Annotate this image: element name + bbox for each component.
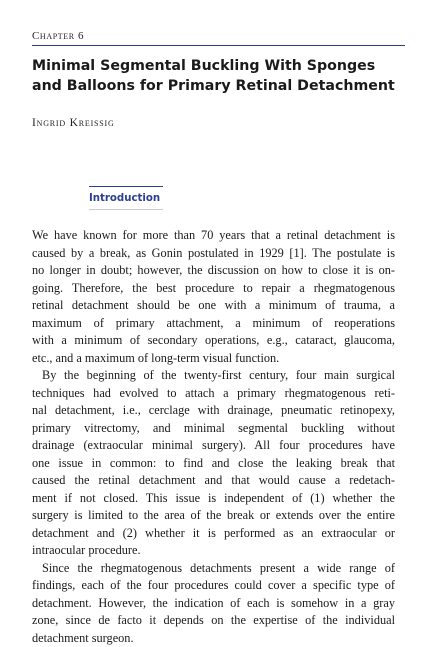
body-line: drainage (extraocular minimal surgery). All four procedures have <box>32 437 395 455</box>
chapter-rule <box>32 45 405 46</box>
body-line: detachment surgeon. <box>32 630 395 647</box>
body-line: By the beginning of the twenty-first century, four main surgical <box>32 367 395 385</box>
chapter-title <box>32 56 412 96</box>
chapter-title-line-2: and Balloons for Primary Retinal Detachment <box>32 76 412 96</box>
body-text <box>32 227 395 647</box>
body-line: caused the retinal detachment and that would cause a redetach- <box>32 472 395 490</box>
body-line: nal detachment, i.e., cerclage with drainage, pneumatic retinopexy, <box>32 402 395 420</box>
chapter-title-line-1: Minimal Segmental Buckling With Sponges <box>32 56 412 76</box>
body-line: techniques had evolved to attach a primary rhegmatogenous reti- <box>32 385 395 403</box>
body-line: going. Therefore, the best procedure to repair a rhegmatogenous <box>32 280 395 298</box>
body-line: caused by a break, as Gonin postulated in 1929 [1]. The postulate is <box>32 245 395 263</box>
body-line: retinal detachment should be one with a minimum of trauma, a <box>32 297 395 315</box>
body-line: We have known for more than 70 years that a retinal detachment is <box>32 227 395 245</box>
body-line: intraocular procedure. <box>32 542 395 560</box>
body-line: Since the rhegmatogenous detachments present a wide range of <box>32 560 395 578</box>
body-line: one issue in common: to find and close the leaking break that <box>32 455 395 473</box>
body-line: etc., and a maximum of long-term visual function. <box>32 350 395 368</box>
body-line: ment if not closed. This issue is independent of (1) whether the <box>32 490 395 508</box>
author-name: Ingrid Kreissig <box>32 117 115 129</box>
section-heading: Introduction <box>89 193 160 204</box>
body-line: with a minimum of secondary operations, e.g., cataract, glaucoma, <box>32 332 395 350</box>
section-bottom-rule <box>89 209 163 210</box>
body-line: maximum of primary attachment, a minimum of reoperations <box>32 315 395 333</box>
body-line: primary vitrectomy, and minimal segmental buckling without <box>32 420 395 438</box>
body-line: zone, since de facto it depends on the expertise of the individual <box>32 612 395 630</box>
body-line: findings, each of the four procedures could cover a specific type of <box>32 577 395 595</box>
body-line: detachment. However, the indication of each is somehow in a gray <box>32 595 395 613</box>
chapter-label: Chapter 6 <box>32 30 84 42</box>
body-line: detachment and (2) whether it is performed as an extraocular or <box>32 525 395 543</box>
body-line: surgery is limited to the area of the break or extends over the entire <box>32 507 395 525</box>
body-line: no longer in doubt; however, the discussion on how to close it is on- <box>32 262 395 280</box>
section-top-rule <box>89 186 163 187</box>
